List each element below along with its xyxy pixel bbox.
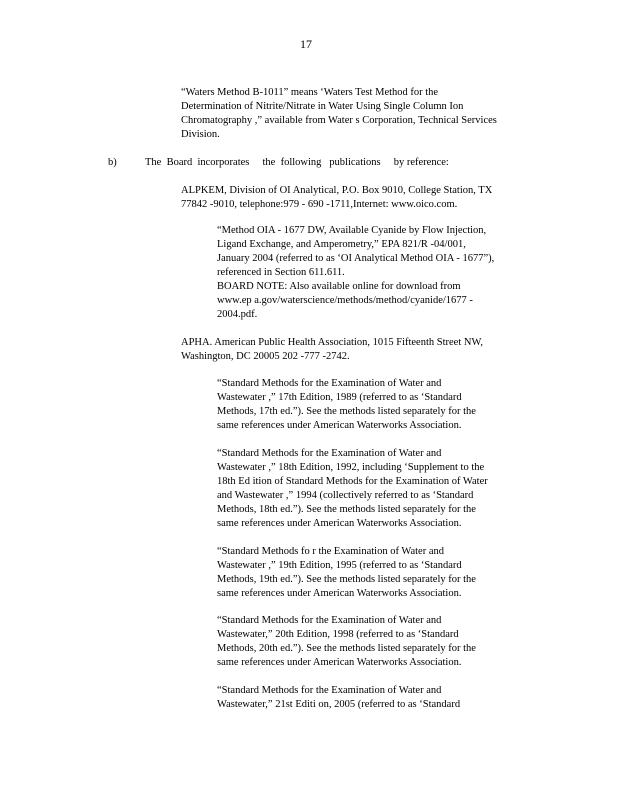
waters-definition-paragraph	[181, 86, 531, 142]
text-line: same references under American Waterworks Association.	[217, 518, 462, 529]
text-line: APHA. American Public Health Association, 1015 Fifteenth Street NW,	[181, 337, 484, 348]
alpkem-organization	[181, 184, 531, 212]
text-line: ALPKEM, Division of OI Analytical, P.O. Box 9010, College Station, TX	[181, 185, 493, 196]
apha-entry-21st	[217, 684, 517, 712]
text-line: Wastewater ,” 17th Edition, 1989 (referred to as ‘Standard	[217, 392, 462, 403]
item-b-text: The Board incorporates the following publications by reference:	[145, 157, 449, 168]
page-number: 17	[300, 37, 312, 51]
text-line: same references under American Waterworks Association.	[217, 657, 462, 668]
apha-entry-19th	[217, 545, 517, 601]
text-line: same references under American Waterworks Association.	[217, 588, 462, 599]
text-line: Wastewater ,” 18th Edition, 1992, including ‘Supplement to the	[217, 462, 485, 473]
text-line: 2004.pdf.	[217, 309, 258, 320]
text-line: Methods, 20th ed.”). See the methods listed separately for the	[217, 643, 476, 654]
text-line: Wastewater ,” 19th Edition, 1995 (referred to as ‘Standard	[217, 560, 462, 571]
text-line: Division.	[181, 129, 220, 140]
text-line: Determination of Nitrite/Nitrate in Water Using Single Column Ion	[181, 101, 464, 112]
apha-entry-18th	[217, 447, 517, 531]
text-line: 18th Ed ition of Standard Methods for the Examination of Water	[217, 476, 488, 487]
text-line: “Standard Methods for the Examination of Water and	[217, 615, 442, 626]
text-line: “Waters Method B-1011” means ‘Waters Test Method for the	[181, 87, 439, 98]
text-line: BOARD NOTE: Also available online for download from	[217, 281, 461, 292]
text-line: Chromatography ,” available from Water s Corporation, Technical Services	[181, 115, 497, 126]
text-line: Methods, 19th ed.”). See the methods listed separately for the	[217, 574, 476, 585]
text-line: “Method OIA - 1677 DW, Available Cyanide by Flow Injection,	[217, 225, 487, 236]
apha-organization	[181, 336, 531, 364]
text-line: 77842 -9010, telephone:979 - 690 -1711,Internet: www.oico.com.	[181, 199, 458, 210]
text-line: same references under American Waterworks Association.	[217, 420, 462, 431]
text-line: Wastewater,” 21st Editi on, 2005 (referred to as ‘Standard	[217, 699, 461, 710]
apha-entry-17th	[217, 377, 517, 433]
text-line: Methods, 17th ed.”). See the methods listed separately for the	[217, 406, 476, 417]
text-line: Washington, DC 20005 202 -777 -2742.	[181, 351, 350, 362]
text-line: “Standard Methods for the Examination of Water and	[217, 685, 442, 696]
text-line: www.ep a.gov/waterscience/methods/method/cyanide/1677 -	[217, 295, 473, 306]
text-line: Wastewater,” 20th Edition, 1998 (referred to as ‘Standard	[217, 629, 459, 640]
text-line: Ligand Exchange, and Amperometry,” EPA 821/R -04/001,	[217, 239, 466, 250]
alpkem-method-entry	[217, 224, 517, 322]
text-line: referenced in Section 611.611.	[217, 267, 345, 278]
text-line: January 2004 (referred to as ‘OI Analytical Method OIA - 1677”),	[217, 253, 495, 264]
text-line: “Standard Methods for the Examination of Water and	[217, 378, 442, 389]
text-line: “Standard Methods for the Examination of Water and	[217, 448, 442, 459]
text-line: and Wastewater ,” 1994 (collectively referred to as ‘Standard	[217, 490, 474, 501]
list-marker-b: b)	[108, 157, 117, 168]
text-line: “Standard Methods fo r the Examination of Water and	[217, 546, 444, 557]
text-line: Methods, 18th ed.”). See the methods listed separately for the	[217, 504, 476, 515]
apha-entry-20th	[217, 614, 517, 670]
